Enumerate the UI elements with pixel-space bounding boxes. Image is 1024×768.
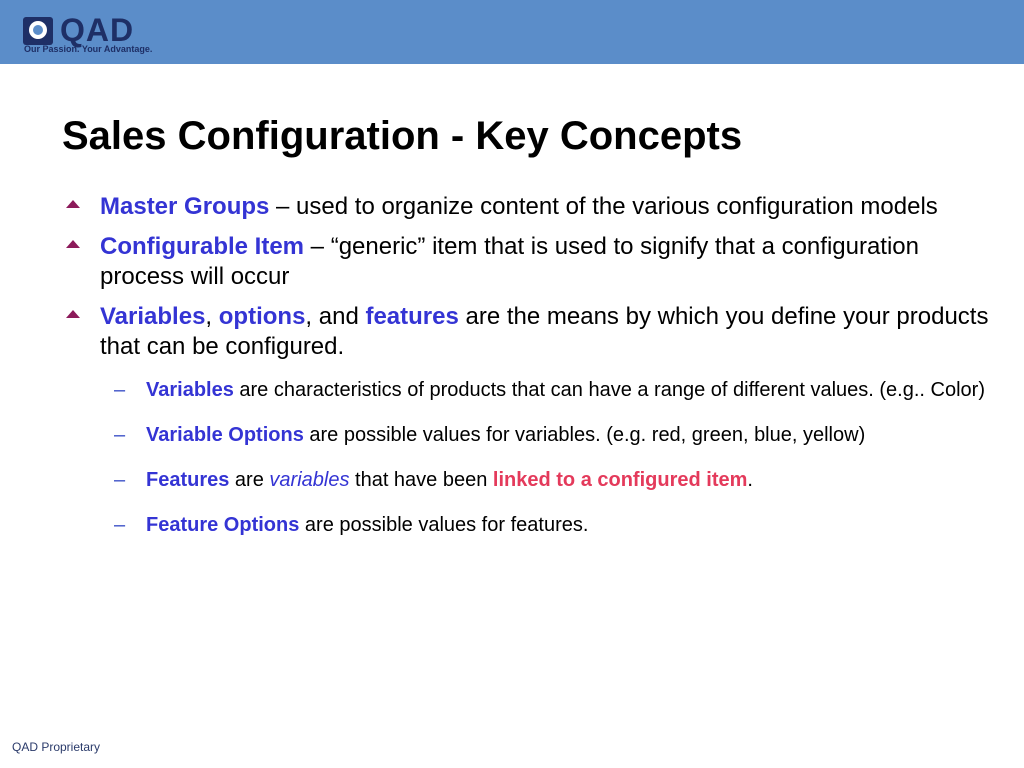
bullet-separator: , bbox=[205, 303, 219, 330]
sub-bullet-text: that have been bbox=[349, 469, 493, 491]
sub-bullet-highlight: linked to a configured item bbox=[492, 469, 748, 491]
sub-bullet-text: are characteristics of products that can have a range of different values. (e.g.. Color) bbox=[233, 379, 985, 401]
triangle-bullet-icon bbox=[66, 310, 80, 318]
qad-logo-icon bbox=[22, 16, 54, 46]
triangle-bullet-icon bbox=[66, 240, 80, 248]
bullet-separator: , and bbox=[305, 303, 366, 330]
logo-tagline: Our Passion. Your Advantage. bbox=[24, 44, 153, 54]
bullet-term-options: options bbox=[218, 303, 306, 330]
sub-bullet-italic: variables bbox=[269, 469, 350, 491]
dash-marker: – bbox=[114, 469, 126, 491]
triangle-bullet-icon bbox=[66, 200, 80, 208]
sub-bullet-features bbox=[66, 460, 1006, 500]
footer-proprietary: QAD Proprietary bbox=[12, 740, 101, 754]
bullet-variables-options-features bbox=[66, 302, 1006, 362]
sub-bullet-feature-options bbox=[66, 505, 1006, 545]
bullet-term-features: features bbox=[365, 303, 459, 330]
logo-wordmark: QAD bbox=[60, 12, 135, 48]
bullet-text: – “generic” item that is used to signify that a configuration process will occur bbox=[100, 233, 920, 290]
dash-marker: – bbox=[114, 379, 126, 401]
bullet-text: – used to organize content of the various configuration models bbox=[269, 193, 938, 220]
sub-bullet-text: are bbox=[229, 469, 270, 491]
bullet-master-groups bbox=[66, 192, 1006, 222]
sub-bullet-period: . bbox=[747, 469, 753, 491]
bullet-term: Configurable Item bbox=[100, 233, 305, 260]
qad-logo bbox=[22, 12, 182, 58]
sub-bullet-text: are possible values for variables. (e.g. red, green, blue, yellow) bbox=[303, 424, 866, 446]
bullet-configurable-item bbox=[66, 232, 1006, 292]
slide-content bbox=[66, 192, 1006, 550]
bullet-term-variables: Variables bbox=[100, 303, 206, 330]
sub-bullet-term: Feature Options bbox=[146, 514, 300, 536]
sub-bullet-text: are possible values for features. bbox=[299, 514, 589, 536]
sub-bullet-variables bbox=[66, 370, 1006, 410]
dash-marker: – bbox=[114, 514, 126, 536]
sub-bullet-term: Variable Options bbox=[146, 424, 304, 446]
sub-bullet-term: Variables bbox=[146, 379, 234, 401]
slide-title: Sales Configuration - Key Concepts bbox=[62, 114, 743, 158]
bullet-term: Master Groups bbox=[100, 193, 270, 220]
sub-bullet-term: Features bbox=[146, 469, 230, 491]
header-bar bbox=[0, 0, 1024, 64]
dash-marker: – bbox=[114, 424, 126, 446]
sub-bullet-variable-options bbox=[66, 415, 1006, 455]
bullet-text: are the means by which you define your products that can be configured. bbox=[100, 303, 989, 360]
